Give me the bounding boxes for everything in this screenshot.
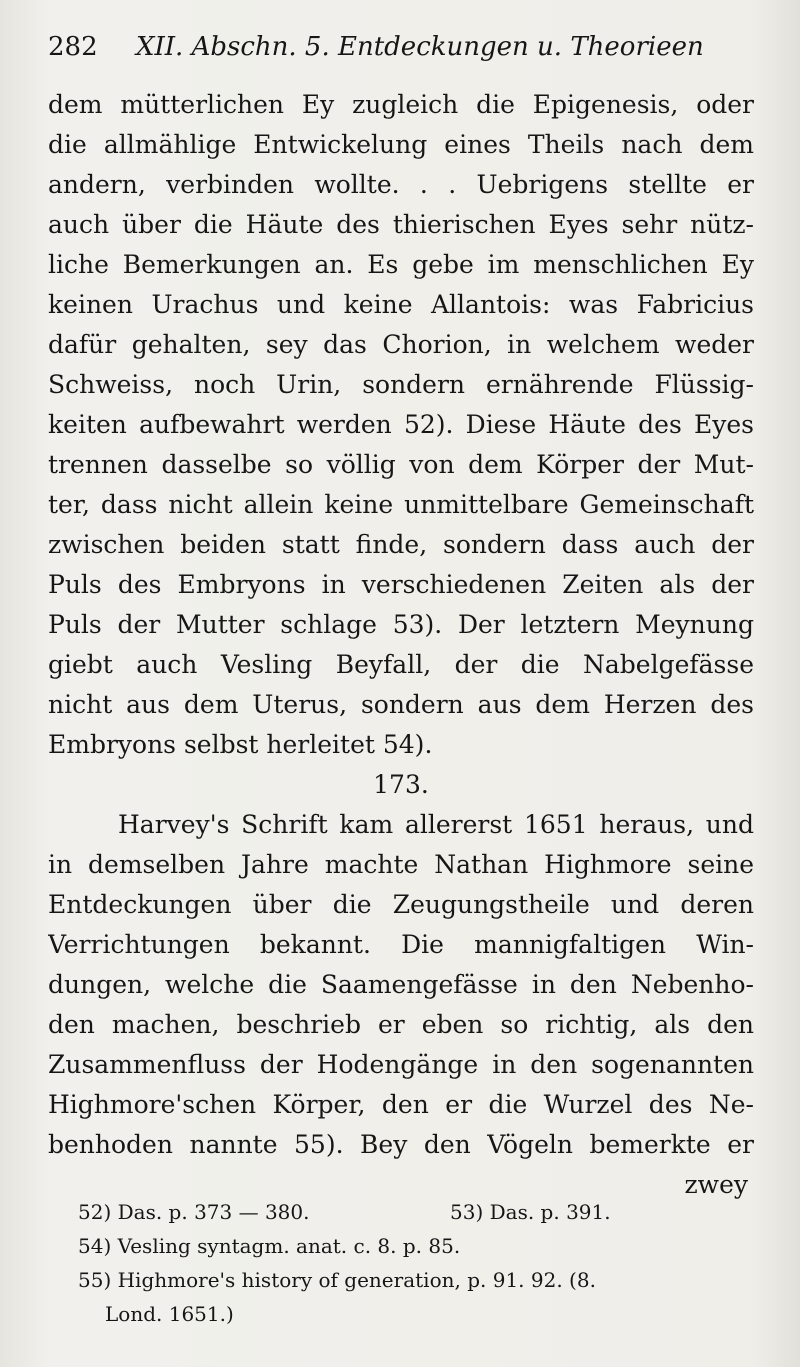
footnote-53: 53) Das. p. 391. <box>450 1200 611 1224</box>
text-line: trennen dasselbe so völlig von dem Körper der Mut- <box>48 450 754 479</box>
text-line: Entdeckungen über die Zeugungstheile und deren <box>48 890 754 919</box>
text-line: Schweiss, noch Urin, sondern ernährende Flüssig- <box>48 370 754 399</box>
footnote-52: 52) Das. p. 373 — 380. <box>78 1200 310 1224</box>
text-line: auch über die Häute des thierischen Eyes sehr nütz- <box>48 210 754 239</box>
page-number: 282 <box>48 32 98 62</box>
text-line: ter, dass nicht allein keine unmittelbare Gemeinschaft <box>48 490 754 519</box>
text-line: nicht aus dem Uterus, sondern aus dem Herzen des <box>48 690 754 719</box>
text-line: Highmore'schen Körper, den er die Wurzel des Ne- <box>48 1090 754 1119</box>
text-line: giebt auch Vesling Beyfall, der die Nabelgefässe <box>48 650 754 679</box>
footnote-row <box>78 1195 758 1229</box>
section-number: 173. <box>373 770 429 799</box>
text-line: dungen, welche die Saamengefässe in den Nebenho- <box>48 970 754 999</box>
text-line: Puls der Mutter schlage 53). Der letztern Meynung <box>48 610 754 639</box>
text-line: den machen, beschrieb er eben so richtig, als den <box>48 1010 754 1039</box>
text-line: Puls des Embryons in verschiedenen Zeiten als der <box>48 570 754 599</box>
text-line: keinen Urachus und keine Allantois: was Fabricius <box>48 290 754 319</box>
footnote-55: 55) Highmore's history of generation, p. 91. 92. (8. <box>78 1268 596 1292</box>
running-head: XII. Abschn. 5. Entdeckungen u. Theorieen <box>136 32 704 62</box>
footnote-54: 54) Vesling syntagm. anat. c. 8. p. 85. <box>78 1234 461 1258</box>
text-line: benhoden nannte 55). Bey den Vögeln bemerkte er <box>48 1130 754 1159</box>
text-line: zwischen beiden statt finde, sondern dass auch der <box>48 530 754 559</box>
footnotes <box>78 1195 758 1331</box>
text-line: Embryons selbst herleitet 54). <box>48 730 433 759</box>
page-header <box>48 30 758 70</box>
main-text <box>48 85 754 1205</box>
catchword: zwey <box>684 1170 748 1199</box>
text-line: dem mütterlichen Ey zugleich die Epigenesis, oder <box>48 90 754 119</box>
text-line: liche Bemerkungen an. Es gebe im menschlichen Ey <box>48 250 754 279</box>
text-line: keiten aufbewahrt werden 52). Diese Häute des Eyes <box>48 410 754 439</box>
text-line: andern, verbinden wollte. . . Uebrigens stellte er <box>48 170 754 199</box>
text-line: Harvey's Schrift kam allererst 1651 heraus, und <box>118 810 754 839</box>
text-line: Zusammenfluss der Hodengänge in den sogenannten <box>48 1050 754 1079</box>
text-line: in demselben Jahre machte Nathan Highmore seine <box>48 850 754 879</box>
text-line: Verrichtungen bekannt. Die mannigfaltigen Win- <box>48 930 754 959</box>
text-line: dafür gehalten, sey das Chorion, in welchem weder <box>48 330 754 359</box>
text-line: die allmählige Entwickelung eines Theils nach dem <box>48 130 754 159</box>
footnote-55-continued: Lond. 1651.) <box>105 1302 234 1326</box>
